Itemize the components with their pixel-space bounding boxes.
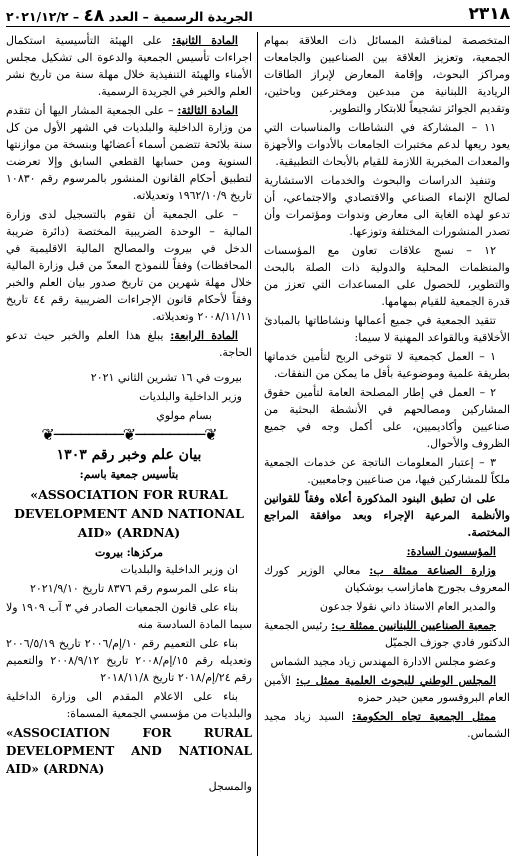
statement-title: بيان علم وخبر رقم ١٣٠٣ <box>56 447 202 463</box>
paragraph: ٣ – إعتبار المعلومات الناتجة عن خدمات الجمعية ملكاً للمشاركين فيها، من صناعيين وجامعيين. <box>264 456 510 486</box>
founder-entry <box>264 708 510 742</box>
ornament-divider: ❦────────❦────────❦ <box>41 425 217 444</box>
signature-date: بيروت في ١٦ تشرين الثاني ٢٠٢١ <box>90 371 242 384</box>
issue-number: ٤٨ <box>83 6 105 26</box>
paragraph: المتخصصة لمناقشة المسائل ذات العلاقة بمهام الجمعية، وتعزيز العلاقة بين الصناعيين والجامعات ومراكز البحوث، وإقامة المعارض لإبراز الطاقات الريادية اللبنانية من مبدعين ومخترعين وباحثين، وتقديم الجوائز تشجيعاً للابتكار والتطوير. <box>264 34 510 115</box>
page-number: ٢٣١٨ <box>468 4 510 24</box>
signature-name: بسام مولوي <box>156 409 212 422</box>
statement-subtitle: بتأسيس جمعية باسم: <box>79 468 179 481</box>
founder-entry <box>264 672 510 706</box>
paragraph: بناء على المرسوم رقم ٨٣٧٦ تاريخ ٢٠٢١/٩/١٠ <box>29 582 238 595</box>
founder-entry: وعضو مجلس الادارة المهندس زياد مجيد الشماس <box>270 655 496 668</box>
paragraph: والمسجل <box>208 780 252 793</box>
paragraph: وتنفيذ الدراسات والبحوث والخدمات الاستشارية لصالح الإنماء الصناعي والاقتصادي والاجتماعي، أن تدعو لهذه الغاية الى معارض وندوات ومؤتمرات وأن تصدر المنشورات المختلفة وتوزعها. <box>264 174 510 238</box>
founder-rep: السيد زياد مجيد الشماس. <box>264 710 510 740</box>
founder-entry <box>264 617 510 651</box>
paragraph <box>264 490 510 541</box>
founder-org: المجلس الوطني للبحوث العلمية ممثل ب: <box>295 674 497 687</box>
association-name-en: «ASSOCIATION FOR RURAL DEVELOPMENT AND NATIONAL AID» (ARDNA) <box>14 487 244 540</box>
paragraph: ١٢ – نسج علاقات تعاون مع المؤسسات والمنظمات المحلية والدولية ذات الصلة بالبحث والتطوير، للحصول على المساعدات التي تعزز من قدرة الجمعية للقيام بمهامها. <box>264 244 510 308</box>
founders-title: المؤسسون السادة: <box>406 545 496 558</box>
paragraph: تتقيد الجمعية في جميع أعمالها ونشاطاتها بالمبادئ الأخلاقية وبالقواعد المهنية لا سيما: <box>264 314 510 344</box>
founder-entry: والمدير العام الاستاذ داني نقولا جدعون <box>319 600 496 613</box>
founder-rep: الأمين العام البروفسور معين حيدر حمزه <box>264 674 510 704</box>
issue-date: – ٢٠٢١/١٢/٢ <box>6 9 80 24</box>
column-divider <box>257 32 258 856</box>
paragraph: ١١ – المشاركة في النشاطات والمناسبات التي يعود ريعها لدعم مختبرات الجامعات بالأدوات والأجهزة والمعدات المخبرية اللازمة للقيام بالأبحاث التطبيقية. <box>264 121 510 168</box>
bold-clause: على ان تطبق البنود المذكورة أعلاه وفقاً للقوانين والأنظمة المرعية الإجراء وبعد موافقة المراجع المختصة. <box>264 492 510 539</box>
founder-rep: رئيس الجمعية الدكتور فادي جوزف الجميّل <box>264 619 510 649</box>
association-name-en-2: «ASSOCIATION FOR RURAL DEVELOPMENT AND NATIONAL AID» (ARDNA) <box>6 726 252 776</box>
hq-value: بيروت <box>94 546 124 559</box>
paragraph: بناء على الاعلام المقدم الى وزارة الداخلية والبلديات من مؤسسي الجمعية المسماة: <box>6 690 252 720</box>
article-label: المادة الثانية: <box>171 34 238 47</box>
founder-entry <box>264 562 510 596</box>
paragraph: ان وزير الداخلية والبلديات <box>120 563 238 576</box>
founder-org: ممثل الجمعية تجاه الحكومة: <box>352 710 496 723</box>
signature-title: وزير الداخلية والبلديات <box>139 390 242 403</box>
article-label: المادة الرابعة: <box>170 329 238 342</box>
article-3 <box>6 102 252 204</box>
article-text: على الهيئة التأسيسية استكمال اجراءات تأسيس الجمعية والدعوة الى تشكيل مجلس الأمناء والهيئة التنفيذية خلال مهلة سنة من تاريخ نشر العلم والخبر في الجريدة الرسمية. <box>6 34 252 98</box>
founders-heading <box>264 543 510 560</box>
paragraph: بناء على التعميم رقم ١٠/إم/٢٠٠٦ تاريخ ٢٠٠٦/٥/١٩ وتعديله رقم ١٥/إم/٢٠٠٨ تاريخ ٢٠٠٨/٩/١٢ والتعميم رقم ٢٤/إم/٢٠١٨ تاريخ ٢٠١٨/١١/٨ <box>6 637 252 684</box>
founder-org: جمعية الصناعيين اللبنانيين ممثلة ب: <box>331 619 497 632</box>
founder-org: وزارة الصناعة ممثلة ب: <box>369 564 496 577</box>
hq-label: مركزها: <box>126 546 164 559</box>
publication-name: الجريدة الرسمية – العدد <box>108 9 253 24</box>
article-2 <box>6 32 252 100</box>
paragraph: بناء على قانون الجمعيات الصادر في ٣ آب ١٩٠٩ ولا سيما المادة السادسة منه <box>6 601 252 631</box>
article-4 <box>6 327 252 361</box>
founder-rep: معالي الوزير كورك المعروف بجورج هامازاسب بوشكيان <box>264 564 510 594</box>
paragraph: ١ – العمل كجمعية لا تتوخى الربح لتأمين خدماتها بطريقة علمية وموضوعية بأقل ما يمكن من النفقات. <box>264 350 510 380</box>
article-text: يبلغ هذا العلم والخبر حيث تدعو الحاجة. <box>6 329 252 359</box>
paragraph: ٢ – العمل في إطار المصلحة العامة لتأمين حقوق المشاركين ومصالحهم في الأنشطة البحثية من صناعيين وأكاديميين، على أكمل وجه في جميع الظروف والأحوال. <box>264 386 510 450</box>
right-column <box>264 32 510 856</box>
article-text: – على الجمعية المشار اليها أن تتقدم من وزارة الداخلية والبلديات في الشهر الأول من كل سنة بلائحة تتضمن أسماء أعضائها وبنسخة من موازنتها السنوية ومن حسابها القطعي السابق وإلا تعرضت لتطبيق أحكام القانون المنشور بالمرسوم رقم ١٠٨٣٠ تاريخ ١٩٦٢/١٠/٩ وتعديلاته. <box>6 104 252 202</box>
page-header <box>6 4 510 27</box>
article-3-part2: – على الجمعية أن تقوم بالتسجيل لدى وزارة المالية – الوحدة الضريبية المختصة (دائرة ضريبة الدخل في بيروت والمصالح المالية الاقليمية في المحافظات) وفقاً للنموذج المعدّ من قبل وزارة المالية خلال مهلة شهرين من تاريخ صدور بيان العلم والخبر وفقاً لأحكام قانون الإجراءات الضريبية رقم ٤٤ تاريخ ٢٠٠٨/١١/١١ وتعديلاته. <box>6 208 252 323</box>
publication-title <box>6 6 253 26</box>
article-label: المادة الثالثة: <box>177 104 238 117</box>
headquarters <box>6 544 252 561</box>
left-column <box>6 32 252 856</box>
